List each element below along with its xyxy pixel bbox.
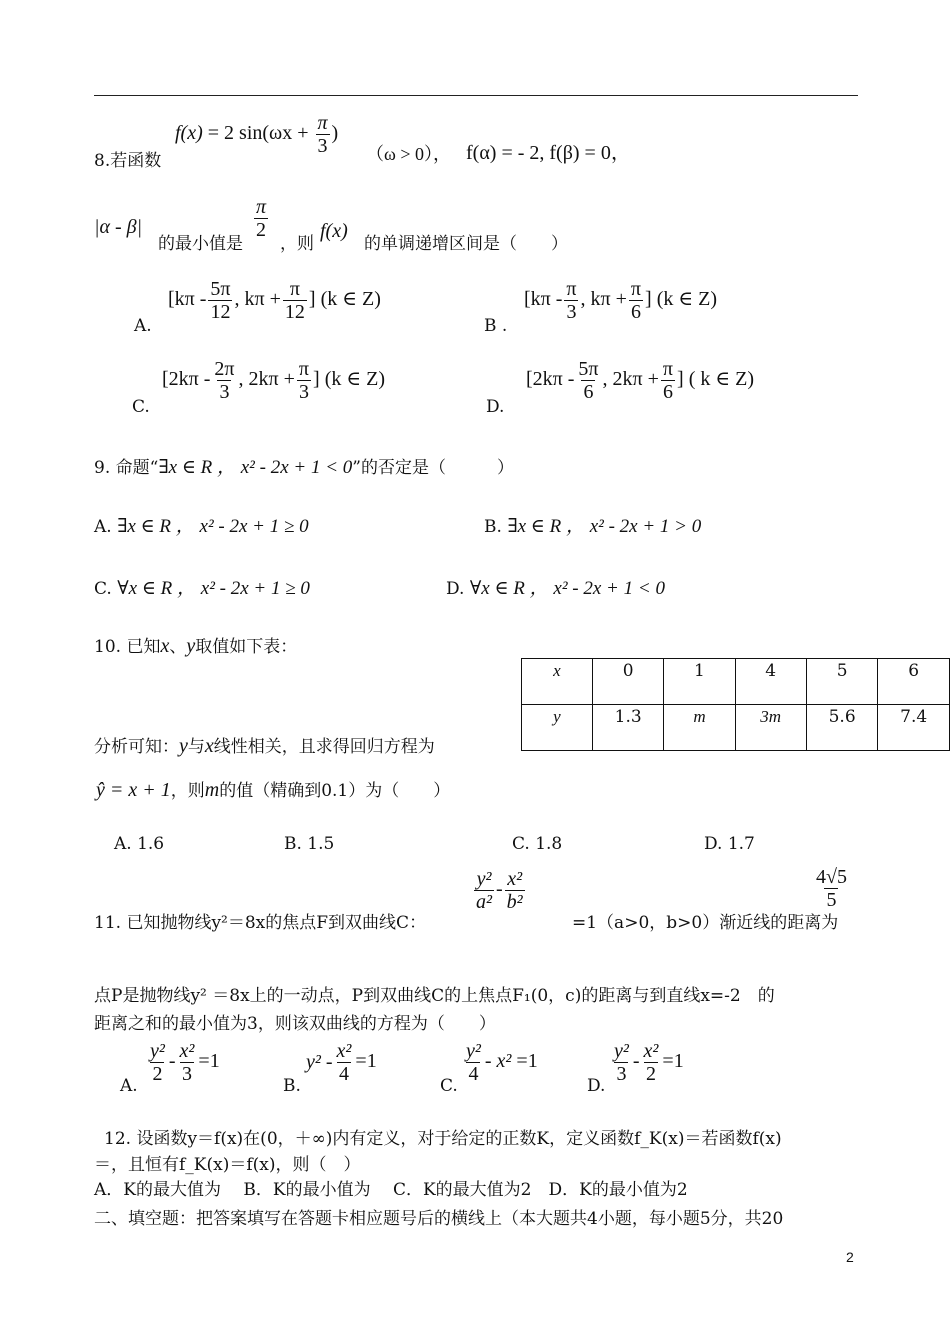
q11-option-d: $\frac{\text{y²}}{3}$ - $\frac{\text{x²}}{2}$ =1 xyxy=(614,1040,684,1085)
q10-option-c: C. 1.8 xyxy=(512,834,563,854)
q8-text3: ，则 xyxy=(280,234,314,254)
q9-option-a: A. ∃x ∈ R ， x² - 2x + 1 ≥ 0 xyxy=(94,516,309,537)
q8-option-b: [kπ - $\frac{\pi}{3}$ , kπ + $\frac{\pi}{6}$ ] (k ∈ Z) xyxy=(524,278,718,323)
table-cell: 0 xyxy=(592,659,664,705)
q10-option-d: D. 1.7 xyxy=(704,834,755,854)
q11-option-b: y² - $\frac{\text{x²}}{4}$ =1 xyxy=(306,1040,377,1085)
table-cell: 7.4 xyxy=(878,705,950,751)
q9-stem: 9. 命题“∃x ∈ R ， x² - 2x + 1 < 0”的否定是（ ） xyxy=(94,457,514,478)
q8-option-c-label: C. xyxy=(132,397,150,417)
table-cell: m xyxy=(664,705,735,751)
table-cell: x xyxy=(522,659,593,705)
q11-distance: $\frac{4√5}{5}$ xyxy=(816,866,847,911)
q10-option-a: A. 1.6 xyxy=(114,834,165,854)
q8-option-d-label: D. xyxy=(486,397,505,417)
q11-option-b-label: B. xyxy=(283,1076,301,1096)
q11-option-d-label: D. xyxy=(587,1076,606,1096)
q11-line2: 点P是抛物线y² ＝8x上的一动点，P到双曲线C的上焦点F₁(0，c)的距离与到直线x=-2 的 xyxy=(94,986,775,1006)
q11-line3: 距离之和的最小值为3，则该双曲线的方程为（ ） xyxy=(94,1014,496,1034)
xy-data-table xyxy=(521,658,950,751)
q9-option-c: C. ∀x ∈ R ， x² - 2x + 1 ≥ 0 xyxy=(94,578,310,599)
q11-hyperbola: $\frac{\text{y²}}{\text{a²}}$ - $\frac{\text{x²}}{\text{b²}}$ xyxy=(476,868,523,913)
q8-option-d: [2kπ - $\frac{5\pi}{6}$ , 2kπ + $\frac{\pi}{6}$ ] ( k ∈ Z) xyxy=(526,358,755,403)
q12-line1: 12. 设函数y＝f(x)在(0，＋∞)内有定义，对于给定的正数K，定义函数f_K(x)＝若函数f(x) xyxy=(104,1129,782,1149)
q10-equation: ŷ = x + 1，则m的值（精确到0.1）为（ ） xyxy=(96,779,451,801)
table-cell: y xyxy=(522,705,593,751)
q11-stem-a: 11. 已知抛物线y²＝8x的焦点F到双曲线C： xyxy=(94,913,427,933)
q11-option-c-label: C. xyxy=(440,1076,458,1096)
q8-text4: 的单调递增区间是（ ） xyxy=(364,234,568,254)
q8-option-b-label: B . xyxy=(484,316,508,336)
q10-stem: 10. 已知x、y取值如下表： xyxy=(94,635,298,657)
table-cell: 6 xyxy=(878,659,950,705)
q10-analysis: 分析可知：y与x线性相关，且求得回归方程为 xyxy=(94,735,435,757)
q11-option-a: $\frac{\text{y²}}{2}$ - $\frac{\text{x²}}{3}$ =1 xyxy=(150,1040,220,1085)
header-rule xyxy=(94,95,858,96)
q12-options: A．K的最大值为 B．K的最小值为 C．K的最大值为2 D．K的最小值为2 xyxy=(94,1180,688,1200)
q11-option-c: $\frac{\text{y²}}{4}$ - x² =1 xyxy=(466,1040,538,1085)
table-cell: 5.6 xyxy=(806,705,878,751)
table-cell: 4 xyxy=(735,659,806,705)
q8-fx: f(x) xyxy=(320,220,348,242)
q8-condition: f(α) = - 2, f(β) = 0， xyxy=(466,142,631,164)
q8-number: 8.若函数 xyxy=(94,151,162,171)
q11-stem-b: =1（a>0，b>0）渐近线的距离为 xyxy=(572,913,839,933)
table-cell: 1.3 xyxy=(592,705,664,751)
table-cell: 1 xyxy=(664,659,735,705)
q8-pi-half: $\frac{\pi}{2}$ xyxy=(256,196,267,241)
table-row xyxy=(522,659,950,705)
q8-omega: （ω > 0）， xyxy=(366,144,451,164)
q9-option-d: D. ∀x ∈ R ， x² - 2x + 1 < 0 xyxy=(446,578,665,599)
q12-line2: ＝，且恒有f_K(x)＝f(x)，则（ ） xyxy=(94,1155,361,1175)
q8-abs: |α - β| xyxy=(94,216,143,238)
table-cell: 5 xyxy=(806,659,878,705)
table-row xyxy=(522,705,950,751)
q8-text2: 的最小值是 xyxy=(158,234,243,254)
q8-option-a-label: A. xyxy=(134,316,152,336)
q10-option-b: B. 1.5 xyxy=(284,834,335,854)
q8-option-a: [kπ - $\frac{5\pi}{12}$ , kπ + $\frac{\pi}{12}$ ] (k ∈ Z) xyxy=(168,278,381,323)
page-number: 2 xyxy=(846,1249,854,1265)
q9-option-b: B. ∃x ∈ R ， x² - 2x + 1 > 0 xyxy=(484,516,702,537)
q11-option-a-label: A. xyxy=(120,1076,138,1096)
section-two-heading: 二、填空题：把答案填写在答题卡相应题号后的横线上（本大题共4小题，每小题5分，共20 xyxy=(94,1209,784,1229)
q8-option-c: [2kπ - $\frac{2\pi}{3}$ , 2kπ + $\frac{\pi}{3}$ ] (k ∈ Z) xyxy=(162,358,386,403)
table-cell: 3m xyxy=(735,705,806,751)
q8-function: f(x) = 2 sin(ωx + $\frac{\pi}{3}$ ) xyxy=(175,112,339,157)
